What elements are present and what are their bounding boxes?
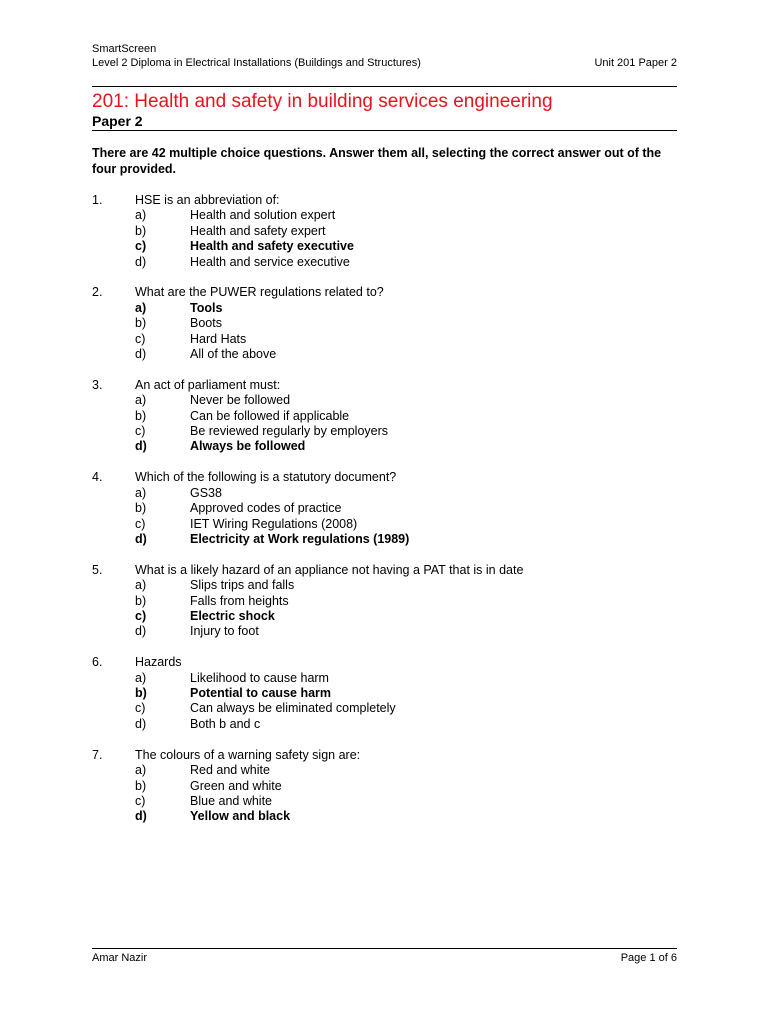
- option-text: All of the above: [190, 347, 277, 362]
- option-text: Falls from heights: [190, 593, 289, 608]
- question-item: [92, 748, 682, 825]
- option-indent: [92, 208, 135, 223]
- option-indent: [92, 486, 135, 501]
- answer-option: [92, 501, 682, 516]
- option-text: Likelihood to cause harm: [190, 670, 329, 685]
- option-letter: b): [135, 686, 147, 701]
- option-letter: b): [135, 501, 147, 516]
- question-stem: [92, 470, 682, 485]
- option-text: Be reviewed regularly by employers: [190, 424, 389, 439]
- question-text: What is a likely hazard of an appliance not having a PAT that is in date: [135, 562, 524, 577]
- page-subtitle: Paper 2: [92, 113, 143, 129]
- option-text: Can always be eliminated completely: [190, 701, 396, 716]
- option-letter: a): [135, 670, 147, 685]
- option-indent: [92, 609, 135, 624]
- option-text: Yellow and black: [190, 809, 291, 824]
- option-indent: [92, 624, 135, 639]
- option-letter: a): [135, 208, 147, 223]
- option-indent: [92, 717, 135, 732]
- answer-option: [92, 794, 682, 809]
- question-stem: [92, 285, 682, 300]
- option-text: Hard Hats: [190, 331, 247, 346]
- question-item: [92, 470, 682, 547]
- answer-option: [92, 594, 682, 609]
- question-text: Which of the following is a statutory document?: [135, 470, 397, 485]
- answer-option: [92, 424, 682, 439]
- question-number: 7.: [92, 747, 103, 762]
- option-letter: d): [135, 531, 147, 546]
- option-text: Potential to cause harm: [190, 686, 332, 701]
- option-letter: c): [135, 516, 146, 531]
- option-letter: d): [135, 439, 147, 454]
- option-letter: c): [135, 239, 147, 254]
- option-text: Health and solution expert: [190, 208, 336, 223]
- option-letter: d): [135, 347, 147, 362]
- option-text: Boots: [190, 316, 222, 331]
- option-indent: [92, 239, 135, 254]
- option-text: Red and white: [190, 763, 270, 778]
- option-indent: [92, 578, 135, 593]
- answer-option: [92, 332, 682, 347]
- header-course: Level 2 Diploma in Electrical Installations (Buildings and Structures): [92, 57, 421, 69]
- option-indent: [92, 332, 135, 347]
- option-indent: [92, 701, 135, 716]
- answer-option: [92, 486, 682, 501]
- question-item: [92, 378, 682, 455]
- question-number: 6.: [92, 655, 103, 670]
- answer-option: [92, 393, 682, 408]
- option-letter: b): [135, 593, 147, 608]
- option-indent: [92, 594, 135, 609]
- page-title: 201: Health and safety in building services engineering: [92, 91, 553, 112]
- option-letter: a): [135, 393, 147, 408]
- option-letter: b): [135, 316, 147, 331]
- answer-option: [92, 255, 682, 270]
- option-letter: a): [135, 578, 147, 593]
- question-item: [92, 193, 682, 270]
- question-item: [92, 563, 682, 640]
- question-stem: [92, 193, 682, 208]
- question-stem: [92, 748, 682, 763]
- option-text: Always be followed: [190, 439, 306, 454]
- answer-option: [92, 316, 682, 331]
- option-text: Electricity at Work regulations (1989): [190, 531, 410, 546]
- option-indent: [92, 224, 135, 239]
- answer-option: [92, 208, 682, 223]
- answer-option-correct: [92, 439, 682, 454]
- option-indent: [92, 424, 135, 439]
- answer-option: [92, 224, 682, 239]
- header-unit: Unit 201 Paper 2: [594, 57, 677, 69]
- question-stem: [92, 655, 682, 670]
- option-indent: [92, 517, 135, 532]
- question-number: 2.: [92, 285, 103, 300]
- question-number: 3.: [92, 377, 103, 392]
- question-item: [92, 285, 682, 362]
- answer-option: [92, 409, 682, 424]
- question-number: 5.: [92, 562, 103, 577]
- option-text: Green and white: [190, 778, 282, 793]
- option-indent: [92, 393, 135, 408]
- answer-option: [92, 624, 682, 639]
- option-indent: [92, 501, 135, 516]
- option-indent: [92, 316, 135, 331]
- option-letter: c): [135, 424, 146, 439]
- option-letter: d): [135, 716, 147, 731]
- option-indent: [92, 763, 135, 778]
- title-divider: [92, 130, 677, 131]
- option-text: Both b and c: [190, 716, 261, 731]
- answer-option-correct: [92, 686, 682, 701]
- option-letter: c): [135, 331, 146, 346]
- question-text: What are the PUWER regulations related to?: [135, 285, 384, 300]
- option-letter: d): [135, 809, 147, 824]
- option-text: Slips trips and falls: [190, 578, 295, 593]
- answer-option-correct: [92, 239, 682, 254]
- option-letter: a): [135, 300, 147, 315]
- question-text: Hazards: [135, 655, 182, 670]
- option-indent: [92, 794, 135, 809]
- option-text: Blue and white: [190, 793, 273, 808]
- question-number: 4.: [92, 470, 103, 485]
- question-list: [92, 193, 682, 840]
- option-letter: d): [135, 624, 147, 639]
- option-text: Can be followed if applicable: [190, 408, 350, 423]
- question-text: HSE is an abbreviation of:: [135, 193, 280, 207]
- answer-option: [92, 347, 682, 362]
- footer-divider: [92, 948, 677, 949]
- option-text: Electric shock: [190, 608, 275, 623]
- answer-option-correct: [92, 809, 682, 824]
- option-indent: [92, 255, 135, 270]
- instructions: There are 42 multiple choice questions. Answer them all, selecting the correct answer out of the four provided.: [92, 146, 662, 176]
- option-indent: [92, 809, 135, 824]
- option-indent: [92, 347, 135, 362]
- option-text: Never be followed: [190, 393, 291, 408]
- answer-option: [92, 763, 682, 778]
- option-text: Health and service executive: [190, 254, 350, 269]
- option-indent: [92, 532, 135, 547]
- option-text: Approved codes of practice: [190, 501, 342, 516]
- answer-option-correct: [92, 609, 682, 624]
- option-letter: d): [135, 254, 147, 269]
- question-stem: [92, 378, 682, 393]
- option-letter: a): [135, 763, 147, 778]
- option-letter: b): [135, 408, 147, 423]
- question-stem: [92, 563, 682, 578]
- option-indent: [92, 301, 135, 316]
- question-text: An act of parliament must:: [135, 377, 281, 392]
- option-letter: b): [135, 778, 147, 793]
- footer-author: Amar Nazir: [92, 952, 148, 964]
- question-text: The colours of a warning safety sign are:: [135, 747, 361, 762]
- header-divider: [92, 86, 677, 87]
- answer-option-correct: [92, 301, 682, 316]
- option-letter: c): [135, 608, 147, 623]
- option-indent: [92, 439, 135, 454]
- question-number: 1.: [92, 193, 103, 207]
- option-letter: c): [135, 701, 146, 716]
- option-indent: [92, 686, 135, 701]
- answer-option: [92, 717, 682, 732]
- option-text: GS38: [190, 485, 222, 500]
- question-item: [92, 655, 682, 732]
- option-text: Health and safety expert: [190, 223, 326, 238]
- option-indent: [92, 671, 135, 686]
- option-text: Injury to foot: [190, 624, 259, 639]
- option-text: Health and safety executive: [190, 239, 354, 254]
- option-indent: [92, 779, 135, 794]
- option-letter: c): [135, 793, 146, 808]
- answer-option: [92, 578, 682, 593]
- answer-option: [92, 701, 682, 716]
- answer-option: [92, 671, 682, 686]
- answer-option-correct: [92, 532, 682, 547]
- answer-option: [92, 779, 682, 794]
- option-letter: a): [135, 485, 147, 500]
- header-brand: SmartScreen: [92, 43, 157, 55]
- footer-page-number: Page 1 of 6: [620, 952, 677, 964]
- answer-option: [92, 517, 682, 532]
- option-letter: b): [135, 223, 147, 238]
- option-text: IET Wiring Regulations (2008): [190, 516, 358, 531]
- option-text: Tools: [190, 300, 223, 315]
- option-indent: [92, 409, 135, 424]
